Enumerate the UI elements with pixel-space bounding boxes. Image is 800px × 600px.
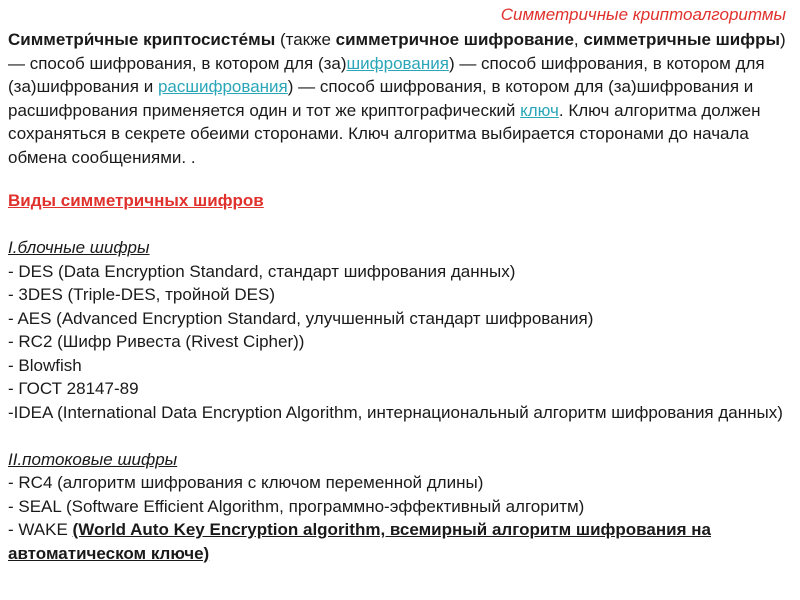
intro-paragraph — [8, 28, 788, 169]
link-decryption[interactable]: расшифрования — [157, 77, 288, 96]
term-symmetric-cryptosystems: Симметри́чные криптосисте́мы — [8, 30, 276, 49]
spacer — [8, 424, 788, 448]
term-symmetric-encryption: симметричное шифрование — [335, 30, 574, 49]
slide-title: Симметричные криптоалгоритмы — [500, 5, 786, 24]
list-item-rc4: - RC4 (алгоритм шифрования с ключом переменной длины) — [8, 473, 484, 492]
list-item-wake — [8, 518, 788, 565]
intro-text-1: (также — [275, 30, 336, 49]
list-item-rc2: - RC2 (Шифр Ривеста (Rivest Cipher)) — [8, 332, 305, 351]
stream-ciphers-title: II.потоковые шифры — [8, 449, 178, 469]
list-item-blowfish: - Blowfish — [8, 355, 82, 375]
section-heading-cipher-types: Виды симметричных шифров — [8, 191, 264, 210]
list-item-seal: - SEAL (Software Efficient Algorithm, программно-эффективный алгоритм) — [8, 496, 585, 516]
list-item-gost: - ГОСТ 28147-89 — [8, 379, 139, 398]
list-item-des: - DES (Data Encryption Standard, стандарт шифрования данных) — [8, 261, 516, 281]
intro-text-4: ) — способ шифрования, в котором для (за)шифрования и — [8, 53, 765, 96]
list-item-idea: -IDEA (International Data Encryption Algorithm, интернациональный алгоритм шифрования данных) — [8, 402, 783, 422]
block-ciphers-title: I.блочные шифры — [8, 238, 150, 257]
cipher-lists — [8, 236, 788, 565]
term-symmetric-ciphers: симметричные шифры — [583, 30, 781, 49]
list-item-aes: - AES (Advanced Encryption Standard, улучшенный стандарт шифрования) — [8, 308, 594, 328]
intro-text-5: ) — способ шифрования, в котором для (за)шифрования и расшифрования применяется один и тот же криптографический — [8, 77, 754, 120]
link-key[interactable]: ключ — [520, 100, 559, 120]
intro-text-6: . Ключ алгоритма должен сохраняться в секрете обеими сторонами. Ключ алгоритма выбирается сторонами до начала обмена сообщениями. . — [8, 100, 761, 167]
link-encryption[interactable]: шифрования — [346, 53, 449, 73]
list-item-3des: - 3DES (Triple-DES, тройной DES) — [8, 285, 275, 304]
wake-description: (World Auto Key Encryption algorithm, всемирный алгоритм шифрования на автоматическом ключе) — [8, 520, 711, 563]
intro-text-3: ) — способ шифрования, в котором для (за) — [8, 30, 786, 73]
intro-text-2: , — [573, 30, 584, 49]
wake-prefix: - WAKE — [8, 520, 73, 539]
